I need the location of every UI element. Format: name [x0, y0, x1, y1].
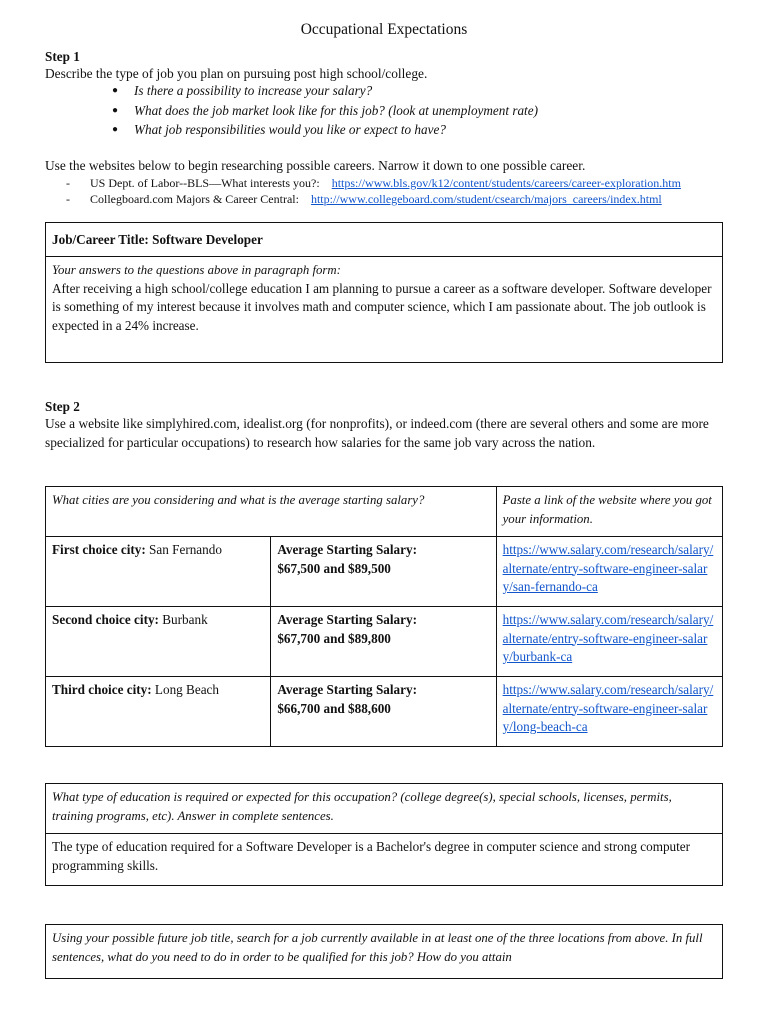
website-label: Collegboard.com Majors & Career Central: — [90, 192, 299, 206]
websites-intro: Use the websites below to begin researching possible careers. Narrow it down to one possible career. — [45, 158, 586, 173]
salary-cell: Average Starting Salary: $66,700 and $88,600 — [271, 677, 496, 747]
salary-table-header-right: Paste a link of the website where you got your information. — [496, 487, 722, 537]
collegeboard-link[interactable]: http://www.collegeboard.com/student/csearch/majors_careers/index.html — [310, 192, 662, 206]
salary-source-link[interactable]: https://www.salary.com/research/salary/alternate/entry-software-engineer-salary/burbank-ca — [502, 612, 714, 664]
step1-heading: Step 1 — [45, 49, 80, 64]
source-link-cell — [496, 677, 722, 747]
step2-heading: Step 2 — [45, 399, 80, 414]
page-title: Occupational Expectations — [300, 21, 468, 38]
salary-cell: Average Starting Salary: $67,500 and $89,500 — [271, 537, 496, 607]
job-search-question-cell — [46, 925, 723, 979]
salary-cell: Average Starting Salary: $67,700 and $89,800 — [271, 607, 496, 677]
city-cell: Second choice city: Burbank — [46, 607, 271, 677]
city-cell: Third choice city: Long Beach — [46, 677, 271, 747]
job-title-cell — [46, 223, 723, 257]
education-question-cell — [46, 784, 723, 834]
education-answer: The type of education required for a Software Developer is a Bachelor's degree in computer science and strong computer programming skills. — [52, 839, 691, 873]
table-row — [46, 677, 723, 747]
bls-link[interactable]: https://www.bls.gov/k12/content/students/careers/career-exploration.htm — [331, 176, 681, 190]
step1-intro: Describe the type of job you plan on pursuing post high school/college. — [45, 66, 428, 81]
source-link-cell — [496, 607, 722, 677]
table-row — [46, 537, 723, 607]
answers-prompt: Your answers to the questions above in paragraph form: — [52, 263, 341, 277]
job-search-question: Using your possible future job title, search for a job currently available in at least one of the three locations from above. In full sentences, what do you need to do in order to be qualified for this job? How do you attain — [52, 931, 703, 964]
question-item: ● What job responsibilities would you like or expect to have? — [110, 120, 538, 140]
answers-text: After receiving a high school/college education I am planning to pursue a career as a software developer. Software developer is something of my interest because it involves math and computer science, which I am passionate about. The job outlook is expected in a 24% increase. — [52, 280, 712, 333]
education-table — [45, 783, 723, 886]
salary-table — [45, 486, 723, 747]
website-label: US Dept. of Labor--BLS—What interests you?: — [90, 176, 320, 190]
salary-source-link[interactable]: https://www.salary.com/research/salary/alternate/entry-software-engineer-salary/san-fernando-ca — [502, 542, 714, 594]
question-item: ● Is there a possibility to increase your salary? — [110, 81, 538, 101]
step2-intro: Use a website like simplyhired.com, idealist.org (for nonprofits), or indeed.com (there are several others and some are more specialized for particular occupations) to research how salaries for the same job vary across the nation. — [45, 416, 709, 450]
website-item — [66, 175, 681, 191]
website-item — [66, 191, 681, 207]
career-title-table — [45, 222, 723, 363]
table-row — [46, 607, 723, 677]
education-answer-cell[interactable] — [46, 834, 723, 886]
city-cell: First choice city: San Fernando — [46, 537, 271, 607]
source-link-cell — [496, 537, 722, 607]
answers-cell[interactable] — [46, 257, 723, 363]
job-search-table — [45, 924, 723, 979]
salary-table-header-left: What cities are you considering and what is the average starting salary? — [46, 487, 497, 537]
job-title-label: Job/Career Title: Software Developer — [52, 232, 263, 247]
salary-source-link[interactable]: https://www.salary.com/research/salary/alternate/entry-software-engineer-salary/long-beach-ca — [502, 682, 714, 734]
education-question: What type of education is required or expected for this occupation? (college degree(s), special schools, licenses, permits, training programs, etc). Answer in complete sentences. — [52, 790, 672, 823]
step1-question-list — [110, 81, 538, 140]
website-list — [66, 175, 681, 207]
question-item: ● What does the job market look like for this job? (look at unemployment rate) — [110, 101, 538, 121]
